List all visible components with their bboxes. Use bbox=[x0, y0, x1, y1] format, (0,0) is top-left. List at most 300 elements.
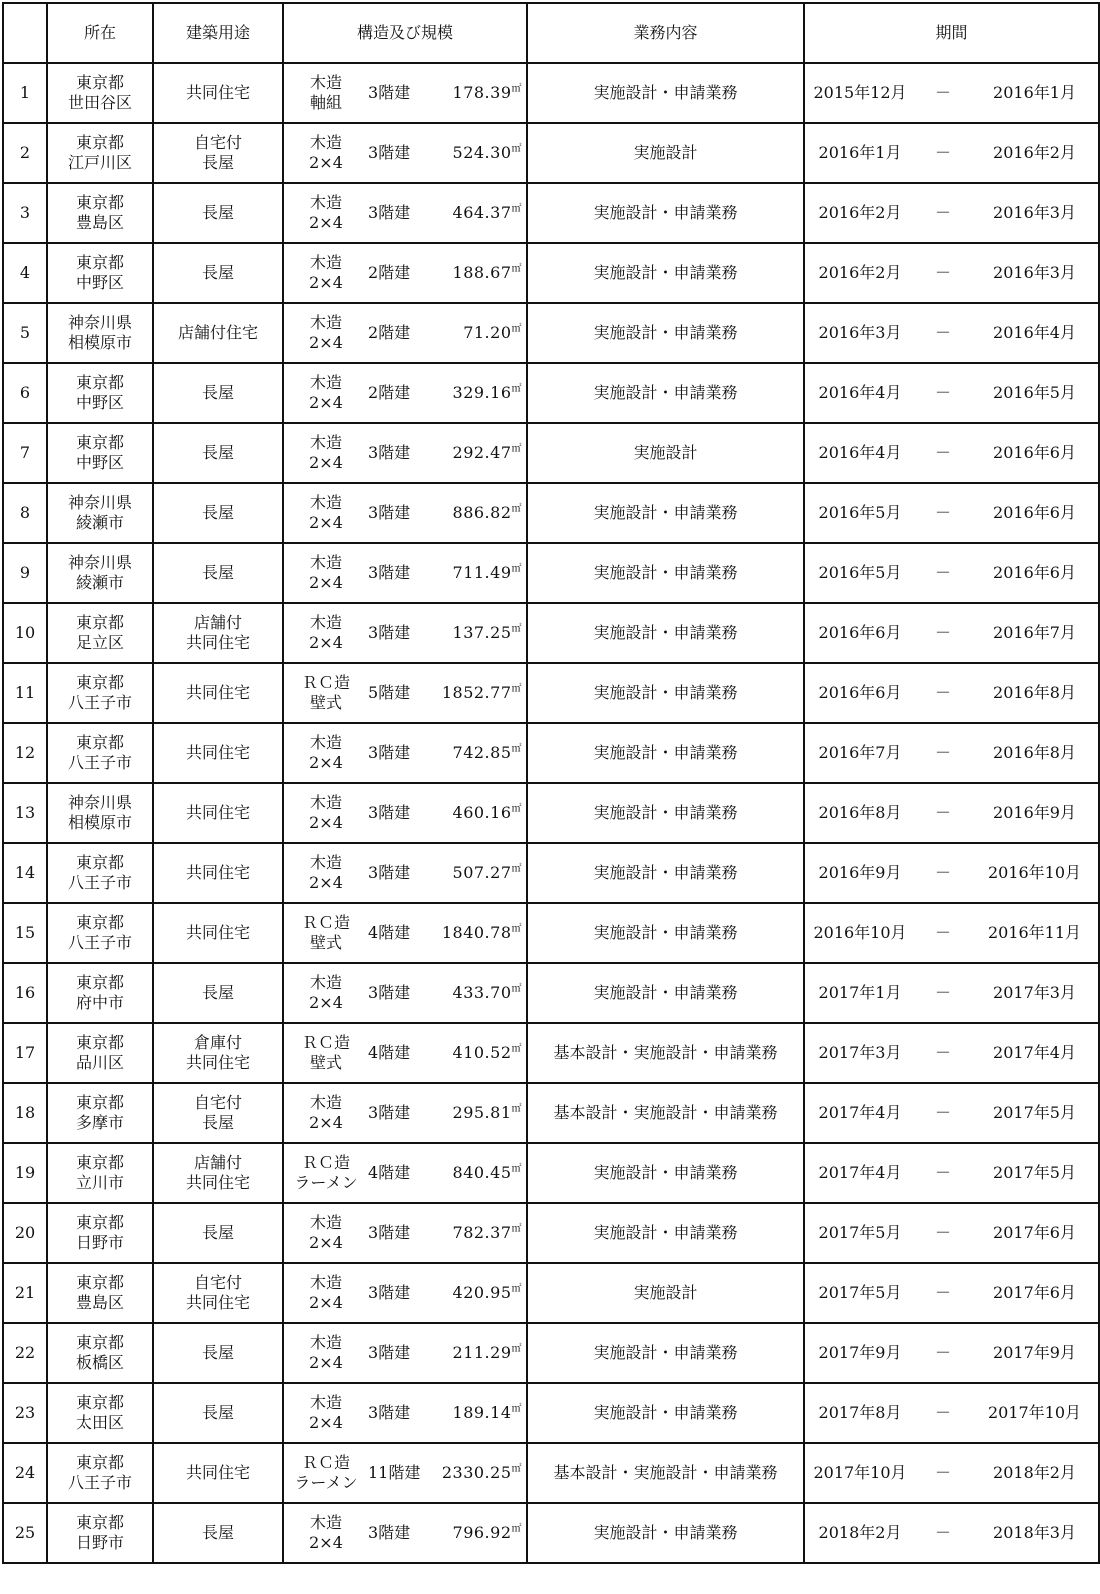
period-start: 2016年7月 bbox=[818, 743, 902, 762]
period-cell bbox=[804, 303, 1099, 363]
period-dash: － bbox=[934, 1343, 951, 1362]
structure-cell bbox=[283, 903, 527, 963]
structure-floors: 3階建 bbox=[368, 863, 411, 882]
work-content: 実施設計・申請業務 bbox=[527, 243, 804, 303]
area-value: 507.27 bbox=[452, 863, 512, 882]
area-unit: ㎡ bbox=[511, 923, 522, 935]
row-number: 25 bbox=[3, 1503, 47, 1563]
use-line-1: 長屋 bbox=[201, 1403, 234, 1422]
row-number: 23 bbox=[3, 1383, 47, 1443]
period-cell bbox=[804, 483, 1099, 543]
structure-cell bbox=[283, 783, 527, 843]
area-value: 1840.78 bbox=[441, 923, 512, 942]
area-value: 137.25 bbox=[452, 623, 512, 642]
structure-area bbox=[424, 1163, 526, 1183]
structure-floors: 2階建 bbox=[368, 383, 411, 402]
use-cell bbox=[153, 1203, 283, 1263]
structure-type bbox=[284, 133, 368, 173]
area-unit: ㎡ bbox=[511, 1043, 522, 1055]
table-row bbox=[3, 963, 1099, 1023]
location-city: 板橋区 bbox=[75, 1353, 124, 1372]
structure-method: 2×4 bbox=[309, 813, 343, 832]
structure-area bbox=[424, 923, 526, 943]
row-number: 18 bbox=[3, 1083, 47, 1143]
location-cell bbox=[47, 1503, 153, 1563]
location-prefecture: 神奈川県 bbox=[67, 553, 132, 572]
work-content: 実施設計・申請業務 bbox=[527, 663, 804, 723]
structure-cell bbox=[283, 1023, 527, 1083]
structure-type bbox=[284, 373, 368, 413]
use-line-1: 共同住宅 bbox=[185, 923, 250, 942]
structure-floors: 3階建 bbox=[368, 503, 411, 522]
location-city: 八王子市 bbox=[67, 873, 132, 892]
period-dash: － bbox=[934, 143, 951, 162]
structure-type bbox=[284, 493, 368, 533]
structure-cell bbox=[283, 1263, 527, 1323]
structure-material: 木造 bbox=[309, 133, 342, 152]
structure-cell bbox=[283, 1443, 527, 1503]
period-end: 2016年6月 bbox=[993, 563, 1076, 582]
location-city: 相模原市 bbox=[67, 333, 132, 352]
use-cell bbox=[153, 1503, 283, 1563]
work-content: 基本設計・実施設計・申請業務 bbox=[527, 1443, 804, 1503]
structure-cell bbox=[283, 843, 527, 903]
location-prefecture: 東京都 bbox=[75, 433, 124, 452]
area-unit: ㎡ bbox=[511, 1163, 522, 1175]
table-row bbox=[3, 423, 1099, 483]
structure-method: 壁式 bbox=[309, 933, 342, 952]
table-row bbox=[3, 1383, 1099, 1443]
period-cell bbox=[804, 1503, 1099, 1563]
structure-area bbox=[424, 1223, 526, 1243]
table-row bbox=[3, 843, 1099, 903]
location-prefecture: 東京都 bbox=[75, 1093, 124, 1112]
structure-method: 2×4 bbox=[309, 1113, 343, 1132]
structure-floors: 3階建 bbox=[368, 1403, 411, 1422]
period-end: 2016年5月 bbox=[993, 383, 1076, 402]
location-cell bbox=[47, 783, 153, 843]
structure-method: 2×4 bbox=[309, 993, 343, 1012]
structure-floors: 3階建 bbox=[368, 1103, 411, 1122]
location-prefecture: 東京都 bbox=[75, 1153, 124, 1172]
location-cell bbox=[47, 1143, 153, 1203]
location-cell bbox=[47, 1263, 153, 1323]
use-cell bbox=[153, 543, 283, 603]
use-line-1: 長屋 bbox=[201, 203, 234, 222]
period-cell bbox=[804, 603, 1099, 663]
period-dash: － bbox=[934, 443, 951, 462]
structure-material: 木造 bbox=[309, 793, 342, 812]
period-end: 2017年5月 bbox=[993, 1103, 1076, 1122]
use-line-1: 共同住宅 bbox=[185, 83, 250, 102]
area-value: 292.47 bbox=[452, 443, 512, 462]
location-city: 綾瀬市 bbox=[75, 573, 124, 592]
area-unit: ㎡ bbox=[511, 983, 522, 995]
location-cell bbox=[47, 843, 153, 903]
use-line-1: 店舗付住宅 bbox=[177, 323, 258, 342]
use-cell bbox=[153, 783, 283, 843]
location-prefecture: 神奈川県 bbox=[67, 793, 132, 812]
structure-material: ＲＣ造 bbox=[301, 1033, 350, 1052]
row-number: 17 bbox=[3, 1023, 47, 1083]
structure-floors: 5階建 bbox=[368, 683, 411, 702]
location-prefecture: 東京都 bbox=[75, 733, 124, 752]
area-value: 71.20 bbox=[463, 323, 512, 342]
work-content: 実施設計・申請業務 bbox=[527, 783, 804, 843]
location-cell bbox=[47, 123, 153, 183]
row-number: 22 bbox=[3, 1323, 47, 1383]
location-cell bbox=[47, 243, 153, 303]
period-cell bbox=[804, 1263, 1099, 1323]
area-unit: ㎡ bbox=[511, 1523, 522, 1535]
location-prefecture: 東京都 bbox=[75, 1393, 124, 1412]
period-end: 2016年4月 bbox=[993, 323, 1076, 342]
structure-cell bbox=[283, 1503, 527, 1563]
area-unit: ㎡ bbox=[511, 383, 522, 395]
table-row bbox=[3, 663, 1099, 723]
use-line-1: 自宅付 bbox=[193, 1093, 242, 1112]
work-content: 実施設計・申請業務 bbox=[527, 1503, 804, 1563]
area-unit: ㎡ bbox=[511, 1403, 522, 1415]
structure-area bbox=[424, 383, 526, 403]
structure-type bbox=[284, 1093, 368, 1133]
structure-cell bbox=[283, 483, 527, 543]
structure-type bbox=[284, 613, 368, 653]
location-prefecture: 東京都 bbox=[75, 1033, 124, 1052]
location-cell bbox=[47, 963, 153, 1023]
period-cell bbox=[804, 1143, 1099, 1203]
period-dash: － bbox=[934, 983, 951, 1002]
row-number: 4 bbox=[3, 243, 47, 303]
work-content: 実施設計・申請業務 bbox=[527, 543, 804, 603]
use-cell bbox=[153, 1263, 283, 1323]
structure-type bbox=[284, 553, 368, 593]
work-content: 実施設計・申請業務 bbox=[527, 843, 804, 903]
row-number: 14 bbox=[3, 843, 47, 903]
period-start: 2018年2月 bbox=[818, 1523, 902, 1542]
structure-floors: 3階建 bbox=[368, 623, 411, 642]
period-cell bbox=[804, 663, 1099, 723]
period-cell bbox=[804, 63, 1099, 123]
structure-floors: 11階建 bbox=[368, 1463, 421, 1482]
structure-cell bbox=[283, 243, 527, 303]
period-dash: － bbox=[934, 623, 951, 642]
use-line-1: 共同住宅 bbox=[185, 1463, 250, 1482]
area-unit: ㎡ bbox=[511, 323, 522, 335]
row-number: 16 bbox=[3, 963, 47, 1023]
table-row bbox=[3, 183, 1099, 243]
use-cell bbox=[153, 1023, 283, 1083]
period-dash: － bbox=[934, 923, 951, 942]
structure-area bbox=[424, 743, 526, 763]
structure-cell bbox=[283, 423, 527, 483]
location-prefecture: 神奈川県 bbox=[67, 493, 132, 512]
location-prefecture: 東京都 bbox=[75, 253, 124, 272]
structure-material: 木造 bbox=[309, 313, 342, 332]
period-end: 2017年10月 bbox=[987, 1403, 1082, 1422]
area-unit: ㎡ bbox=[511, 863, 522, 875]
location-cell bbox=[47, 1023, 153, 1083]
area-unit: ㎡ bbox=[511, 1283, 522, 1295]
location-city: 豊島区 bbox=[75, 213, 124, 232]
period-dash: － bbox=[934, 803, 951, 822]
location-cell bbox=[47, 543, 153, 603]
structure-material: 木造 bbox=[309, 373, 342, 392]
structure-type bbox=[284, 853, 368, 893]
period-cell bbox=[804, 783, 1099, 843]
period-cell bbox=[804, 903, 1099, 963]
area-value: 188.67 bbox=[452, 263, 512, 282]
period-start: 2016年5月 bbox=[818, 503, 902, 522]
structure-area bbox=[424, 203, 526, 223]
period-cell bbox=[804, 723, 1099, 783]
location-prefecture: 東京都 bbox=[75, 673, 124, 692]
structure-method: ラーメン bbox=[294, 1473, 358, 1492]
location-cell bbox=[47, 1203, 153, 1263]
structure-floors: 2階建 bbox=[368, 323, 411, 342]
area-unit: ㎡ bbox=[511, 143, 522, 155]
period-dash: － bbox=[934, 203, 951, 222]
area-value: 840.45 bbox=[452, 1163, 512, 1182]
table-row bbox=[3, 783, 1099, 843]
structure-type bbox=[284, 1513, 368, 1553]
use-line-1: 店舗付 bbox=[193, 1153, 242, 1172]
area-unit: ㎡ bbox=[511, 203, 522, 215]
header-use: 建築用途 bbox=[153, 3, 283, 63]
structure-type bbox=[284, 733, 368, 773]
period-dash: － bbox=[934, 1043, 951, 1062]
location-cell bbox=[47, 183, 153, 243]
structure-method: 軸組 bbox=[309, 93, 342, 112]
use-line-1: 長屋 bbox=[201, 1523, 234, 1542]
location-city: 多摩市 bbox=[75, 1113, 124, 1132]
structure-area bbox=[424, 143, 526, 163]
area-value: 460.16 bbox=[452, 803, 512, 822]
period-dash: － bbox=[934, 1163, 951, 1182]
period-end: 2018年3月 bbox=[993, 1523, 1076, 1542]
work-content: 実施設計・申請業務 bbox=[527, 303, 804, 363]
table-row bbox=[3, 363, 1099, 423]
structure-cell bbox=[283, 1383, 527, 1443]
structure-method: 2×4 bbox=[309, 1533, 343, 1552]
area-unit: ㎡ bbox=[511, 1103, 522, 1115]
area-unit: ㎡ bbox=[511, 503, 522, 515]
table-row bbox=[3, 1323, 1099, 1383]
period-start: 2017年4月 bbox=[818, 1163, 902, 1182]
area-value: 782.37 bbox=[452, 1223, 512, 1242]
period-end: 2017年4月 bbox=[993, 1043, 1076, 1062]
structure-material: 木造 bbox=[309, 1213, 342, 1232]
location-cell bbox=[47, 1383, 153, 1443]
row-number: 24 bbox=[3, 1443, 47, 1503]
structure-type bbox=[284, 313, 368, 353]
structure-type bbox=[284, 1153, 368, 1193]
work-content: 実施設計・申請業務 bbox=[527, 1383, 804, 1443]
work-content: 実施設計・申請業務 bbox=[527, 183, 804, 243]
table-row bbox=[3, 63, 1099, 123]
location-cell bbox=[47, 63, 153, 123]
period-cell bbox=[804, 243, 1099, 303]
structure-material: 木造 bbox=[309, 193, 342, 212]
period-start: 2016年8月 bbox=[818, 803, 902, 822]
location-city: 豊島区 bbox=[75, 1293, 124, 1312]
structure-method: 壁式 bbox=[309, 693, 342, 712]
structure-cell bbox=[283, 723, 527, 783]
period-start: 2015年12月 bbox=[813, 83, 907, 102]
structure-cell bbox=[283, 63, 527, 123]
period-cell bbox=[804, 1083, 1099, 1143]
location-cell bbox=[47, 363, 153, 423]
structure-floors: 3階建 bbox=[368, 1223, 411, 1242]
structure-area bbox=[424, 1523, 526, 1543]
table-row bbox=[3, 483, 1099, 543]
structure-cell bbox=[283, 363, 527, 423]
location-prefecture: 東京都 bbox=[75, 973, 124, 992]
structure-material: 木造 bbox=[309, 253, 342, 272]
period-start: 2016年10月 bbox=[813, 923, 907, 942]
table-row bbox=[3, 1263, 1099, 1323]
use-cell bbox=[153, 1443, 283, 1503]
structure-type bbox=[284, 973, 368, 1013]
structure-method: 2×4 bbox=[309, 633, 343, 652]
row-number: 6 bbox=[3, 363, 47, 423]
table-row bbox=[3, 1503, 1099, 1563]
period-start: 2016年3月 bbox=[818, 323, 902, 342]
structure-cell bbox=[283, 183, 527, 243]
period-dash: － bbox=[934, 863, 951, 882]
period-start: 2016年6月 bbox=[818, 623, 902, 642]
period-end: 2017年9月 bbox=[993, 1343, 1076, 1362]
period-end: 2016年6月 bbox=[993, 443, 1076, 462]
use-line-2: 共同住宅 bbox=[185, 1053, 250, 1072]
location-city: 日野市 bbox=[75, 1233, 124, 1252]
row-number: 19 bbox=[3, 1143, 47, 1203]
table-row bbox=[3, 1023, 1099, 1083]
table-row bbox=[3, 243, 1099, 303]
structure-type bbox=[284, 913, 368, 953]
area-value: 211.29 bbox=[452, 1343, 512, 1362]
structure-area bbox=[424, 1103, 526, 1123]
period-start: 2016年5月 bbox=[818, 563, 902, 582]
location-city: 府中市 bbox=[75, 993, 124, 1012]
structure-area bbox=[424, 803, 526, 823]
work-content: 実施設計・申請業務 bbox=[527, 903, 804, 963]
period-end: 2018年2月 bbox=[993, 1463, 1076, 1482]
row-number: 11 bbox=[3, 663, 47, 723]
location-city: 相模原市 bbox=[67, 813, 132, 832]
table-row bbox=[3, 1443, 1099, 1503]
structure-method: 2×4 bbox=[309, 1413, 343, 1432]
structure-floors: 3階建 bbox=[368, 1523, 411, 1542]
location-cell bbox=[47, 303, 153, 363]
period-dash: － bbox=[934, 1223, 951, 1242]
use-line-1: 自宅付 bbox=[193, 133, 242, 152]
structure-floors: 3階建 bbox=[368, 1283, 411, 1302]
period-end: 2016年1月 bbox=[993, 83, 1076, 102]
structure-material: 木造 bbox=[309, 853, 342, 872]
area-unit: ㎡ bbox=[511, 623, 522, 635]
use-line-2: 長屋 bbox=[201, 1113, 234, 1132]
location-prefecture: 東京都 bbox=[75, 1453, 124, 1472]
structure-floors: 3階建 bbox=[368, 443, 411, 462]
structure-area bbox=[424, 563, 526, 583]
structure-material: 木造 bbox=[309, 1393, 342, 1412]
period-start: 2016年2月 bbox=[818, 263, 902, 282]
table-row bbox=[3, 903, 1099, 963]
area-unit: ㎡ bbox=[511, 683, 522, 695]
period-cell bbox=[804, 363, 1099, 423]
structure-method: 2×4 bbox=[309, 513, 343, 532]
use-cell bbox=[153, 183, 283, 243]
location-prefecture: 東京都 bbox=[75, 73, 124, 92]
structure-area bbox=[424, 323, 526, 343]
structure-material: 木造 bbox=[309, 553, 342, 572]
period-end: 2016年6月 bbox=[993, 503, 1076, 522]
period-end: 2017年3月 bbox=[993, 983, 1076, 1002]
period-dash: － bbox=[934, 503, 951, 522]
period-start: 2017年9月 bbox=[818, 1343, 902, 1362]
table-row bbox=[3, 723, 1099, 783]
location-prefecture: 東京都 bbox=[75, 1333, 124, 1352]
structure-method: 2×4 bbox=[309, 573, 343, 592]
location-cell bbox=[47, 423, 153, 483]
structure-area bbox=[424, 83, 526, 103]
structure-type bbox=[284, 1453, 368, 1493]
structure-cell bbox=[283, 543, 527, 603]
location-prefecture: 東京都 bbox=[75, 1273, 124, 1292]
structure-area bbox=[424, 1343, 526, 1363]
period-end: 2017年6月 bbox=[993, 1223, 1076, 1242]
area-value: 410.52 bbox=[452, 1043, 512, 1062]
period-end: 2017年5月 bbox=[993, 1163, 1076, 1182]
use-line-1: 長屋 bbox=[201, 383, 234, 402]
location-city: 中野区 bbox=[75, 273, 124, 292]
area-unit: ㎡ bbox=[511, 563, 522, 575]
period-dash: － bbox=[934, 1523, 951, 1542]
structure-type bbox=[284, 1033, 368, 1073]
structure-material: 木造 bbox=[309, 973, 342, 992]
structure-floors: 2階建 bbox=[368, 263, 411, 282]
period-start: 2016年2月 bbox=[818, 203, 902, 222]
period-start: 2017年8月 bbox=[818, 1403, 902, 1422]
period-end: 2016年2月 bbox=[993, 143, 1076, 162]
period-dash: － bbox=[934, 683, 951, 702]
structure-method: 2×4 bbox=[309, 1293, 343, 1312]
location-prefecture: 東京都 bbox=[75, 193, 124, 212]
period-start: 2016年6月 bbox=[818, 683, 902, 702]
location-city: 日野市 bbox=[75, 1533, 124, 1552]
use-line-2: 共同住宅 bbox=[185, 1173, 250, 1192]
period-cell bbox=[804, 843, 1099, 903]
work-content: 実施設計・申請業務 bbox=[527, 723, 804, 783]
header-period: 期間 bbox=[804, 3, 1099, 63]
use-cell bbox=[153, 1383, 283, 1443]
location-prefecture: 東京都 bbox=[75, 1213, 124, 1232]
use-cell bbox=[153, 843, 283, 903]
use-line-1: 長屋 bbox=[201, 503, 234, 522]
structure-material: 木造 bbox=[309, 73, 342, 92]
location-city: 中野区 bbox=[75, 393, 124, 412]
location-prefecture: 東京都 bbox=[75, 373, 124, 392]
header-work: 業務内容 bbox=[527, 3, 804, 63]
structure-material: 木造 bbox=[309, 433, 342, 452]
structure-area bbox=[424, 683, 526, 703]
use-cell bbox=[153, 123, 283, 183]
location-city: 立川市 bbox=[75, 1173, 124, 1192]
area-value: 464.37 bbox=[452, 203, 512, 222]
period-start: 2017年4月 bbox=[818, 1103, 902, 1122]
location-city: 世田谷区 bbox=[67, 93, 132, 112]
